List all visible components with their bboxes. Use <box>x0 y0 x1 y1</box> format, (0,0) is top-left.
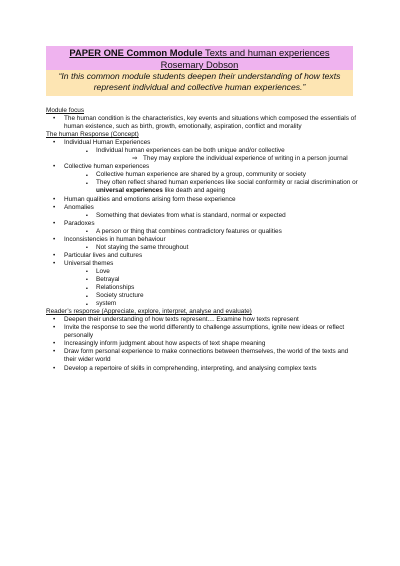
document-title <box>46 47 353 59</box>
list-item-label: Particular lives and cultures <box>64 251 143 259</box>
quote-banner: “In this common module students deepen their understanding of how texts represent individual and collective human experiences.” <box>46 70 353 96</box>
list-item <box>46 228 362 236</box>
theme-item <box>46 276 362 284</box>
square-bullet-icon: ▪ <box>86 148 88 155</box>
list-item-label: Collective human experiences <box>64 163 150 171</box>
bullet-icon: • <box>53 195 56 203</box>
square-bullet-icon: ▪ <box>86 172 88 179</box>
arrow-icon: ⇒ <box>132 155 138 163</box>
human-response-heading: The human Response (Concept) <box>46 131 139 139</box>
bullet-icon: • <box>53 163 56 171</box>
bullet-icon: • <box>53 364 56 372</box>
list-item <box>46 163 362 171</box>
module-focus-text: The human condition is the characteristics, key events and situations which composed the essentials of human existence, such as birth, growth, emotionally, aspiration, conflict and morality <box>64 115 356 131</box>
module-focus-heading: Module focus <box>46 107 85 114</box>
title-underlined: PAPER ONE Common Module <box>69 47 203 58</box>
list-item <box>46 196 362 204</box>
author-name <box>46 59 353 71</box>
bullet-icon: • <box>53 348 56 356</box>
list-item <box>46 236 362 244</box>
list-item-label: Human qualities and emotions arising form these experience <box>64 195 236 203</box>
square-bullet-icon: ▪ <box>86 293 88 300</box>
list-item <box>46 204 362 212</box>
bullet-icon: • <box>53 316 56 324</box>
list-item-label: Individual human experiences can be both unique and/or collective <box>96 147 285 155</box>
list-item <box>46 260 362 268</box>
square-bullet-icon: ▪ <box>86 213 88 220</box>
theme-item <box>46 292 362 300</box>
list-item-label: Society structure <box>96 292 144 300</box>
list-item <box>46 171 362 179</box>
list-item <box>46 179 362 195</box>
square-bullet-icon: ▪ <box>86 301 88 308</box>
list-item-label: Inconsistencies in human behaviour <box>64 235 166 243</box>
author-text: Rosemary Dobson <box>160 58 239 70</box>
bullet-icon: • <box>53 259 56 267</box>
bullet-icon: • <box>53 235 56 243</box>
list-item <box>46 212 362 220</box>
list-item-label: Increasingly inform judgment about how aspects of text shape meaning <box>64 340 266 348</box>
readers-response-heading: Reader’s response (Appreciate, explore, interpret, analyse and evaluate) <box>46 308 252 316</box>
list-item-label: Something that deviates from what is standard, normal or expected <box>96 211 286 219</box>
square-bullet-icon: ▪ <box>86 269 88 276</box>
list-item-label: Develop a repertoire of skills in comprehending, interpreting, and analysing complex texts <box>64 364 317 372</box>
list-item-label: Invite the response to see the world differently to challenge assumptions, ignite new ideas or reflect personally <box>64 324 345 340</box>
theme-item <box>46 268 362 276</box>
list-item <box>46 316 362 324</box>
list-item <box>46 244 362 252</box>
list-item <box>46 155 362 163</box>
bullet-icon: • <box>53 115 56 123</box>
bullet-icon: • <box>53 340 56 348</box>
bullet-icon: • <box>53 203 56 211</box>
bullet-icon: • <box>53 219 56 227</box>
bullet-icon: • <box>53 324 56 332</box>
list-item <box>46 139 362 147</box>
list-item-label: Collective human experience are shared by a group, community or society <box>96 171 306 179</box>
list-item <box>46 324 362 340</box>
bold-phrase: universal experiences <box>96 187 163 195</box>
bullet-icon: • <box>53 139 56 147</box>
list-item-label: system <box>96 300 117 308</box>
theme-item <box>46 284 362 292</box>
list-item-label: A person or thing that combines contradictory features or qualities <box>96 227 282 235</box>
list-item-label: Paradoxes <box>64 219 95 227</box>
list-item <box>46 147 362 155</box>
list-item <box>46 340 362 348</box>
list-item-label: Deepen their understanding of how texts represent.... Examine how texts represent <box>64 316 299 324</box>
list-item-label: Not staying the same throughout <box>96 243 189 251</box>
list-item-label: They may explore the individual experience of writing in a person journal <box>143 155 348 163</box>
list-item <box>46 348 362 364</box>
list-item <box>46 220 362 228</box>
list-item <box>46 252 362 260</box>
list-item <box>46 115 362 131</box>
list-item-label: Betrayal <box>96 275 120 283</box>
title-banner <box>46 46 353 70</box>
document-header <box>46 46 353 96</box>
title-rest: Texts and human experiences <box>202 47 330 58</box>
square-bullet-icon: ▪ <box>86 180 88 187</box>
list-item <box>46 365 362 373</box>
theme-item <box>46 300 362 308</box>
list-item-label: Individual Human Experiences <box>64 139 151 147</box>
list-item-label: like death and ageing <box>162 187 226 195</box>
list-item-label: They often reflect shared human experiences like social conformity or racial discrimination or <box>96 179 358 187</box>
list-item-label: Anomalies <box>64 203 94 211</box>
bullet-icon: • <box>53 251 56 259</box>
square-bullet-icon: ▪ <box>86 229 88 236</box>
square-bullet-icon: ▪ <box>86 285 88 292</box>
list-item-label: Universal themes <box>64 259 114 267</box>
square-bullet-icon: ▪ <box>86 277 88 284</box>
list-item-label: Relationships <box>96 284 135 292</box>
square-bullet-icon: ▪ <box>86 245 88 252</box>
list-item-label: Love <box>96 267 110 275</box>
document-body <box>46 107 362 373</box>
list-item-label: Draw form personal experience to make connections between themselves, the world of the texts and their wider world <box>64 348 349 364</box>
